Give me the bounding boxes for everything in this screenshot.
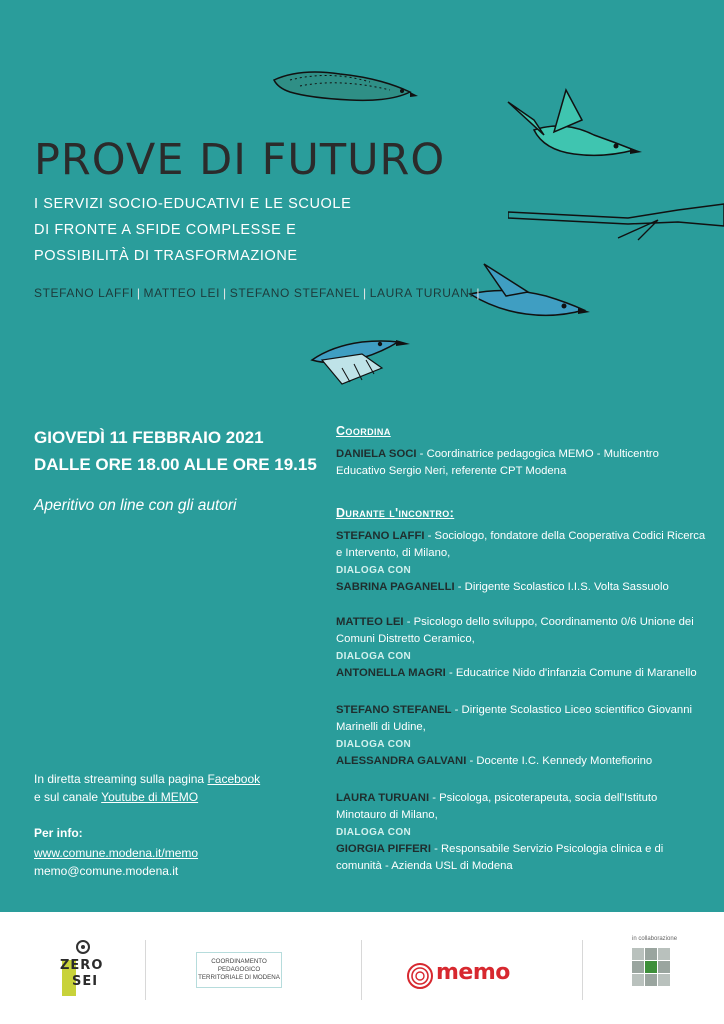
guest-name: GIORGIA PIFFERI [336,843,431,855]
event-time: DALLE ORE 18.00 ALLE ORE 19.15 [34,455,317,474]
guest-desc: - Dirigente Scolastico I.I.S. Volta Sassuolo [454,581,669,593]
author-separator: | [476,286,481,300]
streaming-line-2 [34,790,198,804]
aperitivo-text: Aperitivo on line con gli autori [34,497,237,514]
collab-label: in collaborazione [632,936,678,942]
speaker-name: MATTEO LEI [336,616,404,628]
event-date: GIOVEDÌ 11 FEBBRAIO 2021 [34,428,264,447]
cpt-line: COORDINAMENTO [211,958,267,965]
incontro-heading: Durante l'incontro: [336,506,455,520]
subtitle-line-3: POSSIBILITÀ DI TRASFORMAZIONE [34,248,298,264]
speaker-desc: - Psicologo dello sviluppo, Coordinamento 0/6 Unione dei Comuni Distretto Ceramico, [336,616,694,645]
footer-divider [361,940,362,1000]
bird-top-icon [270,62,420,108]
coordinator-name: DANIELA SOCI [336,448,417,460]
speaker-desc: - Psicologa, psicoterapeuta, socia dell'Istituto Minotauro di Milano, [336,792,658,821]
cpt-logo [196,952,282,988]
footer-logos [0,912,724,1024]
dialoga-label: DIALOGA CON [336,739,412,750]
author-name: STEFANO STEFANEL [229,286,361,300]
speaker-block [336,614,706,682]
page-title: PROVE DI FUTURO [34,135,446,185]
zerosei-logo [58,938,108,1000]
cpt-line: PEDAGOGICO [217,966,261,973]
speaker-block [336,790,706,875]
speaker-name: LAURA TURUANI [336,792,430,804]
speaker-block [336,702,706,770]
dialoga-label: DIALOGA CON [336,827,412,838]
footer-divider [145,940,146,1000]
coordina-heading: Coordina [336,424,391,438]
speaker-desc: - Sociologo, fondatore della Cooperativa Codici Ricerca e Intervento, di Milano, [336,530,706,559]
speaker-block [336,528,706,596]
info-label: Per info: [34,826,83,840]
guest-desc: - Responsabile Servizio Psicologia clinica e di comunità - Azienda USL di Modena [336,843,664,872]
bird-blue-right-icon [466,260,592,326]
zerosei-text-sei: SEI [72,974,99,989]
bird-long-neck-icon [508,190,724,242]
coordina-text [336,446,706,480]
streaming-text: e sul canale [34,790,102,804]
dialoga-label: DIALOGA CON [336,651,412,662]
bird-flying-right-icon [504,80,644,172]
memo-text: memo [436,960,510,985]
author-name: LAURA TURUANI [369,286,474,300]
author-separator: | [363,286,367,300]
youtube-link[interactable]: Youtube di MEMO [101,790,199,804]
info-email[interactable]: memo@comune.modena.it [34,864,179,878]
author-name: STEFANO LAFFI [34,286,134,300]
memo-spiral-icon [406,962,434,990]
guest-name: ALESSANDRA GALVANI [336,755,467,767]
collab-logo [632,948,670,986]
author-separator: | [223,286,227,300]
guest-name: ANTONELLA MAGRI [336,667,446,679]
memo-logo [406,960,516,992]
zerosei-emblem-icon [74,938,92,956]
coordinator-desc: - Coordinatrice pedagogica MEMO - Multicentro Educativo Sergio Neri, referente CPT Modena [336,448,659,477]
streaming-line-1 [34,772,260,786]
guest-desc: - Docente I.C. Kennedy Montefiorino [466,755,653,767]
subtitle-line-2: DI FRONTE A SFIDE COMPLESSE E [34,222,297,238]
streaming-text: In diretta streaming sulla pagina [34,772,208,786]
cpt-line: TERRITORIALE DI MODENA [198,974,280,981]
bird-small-left-icon [302,320,412,386]
speaker-name: STEFANO STEFANEL [336,704,452,716]
authors-line [34,286,483,300]
info-url-link[interactable]: www.comune.modena.it/memo [34,846,199,860]
zerosei-text-zero: ZERO [60,958,104,973]
speaker-desc: - Dirigente Scolastico Liceo scientifico Giovanni Marinelli di Udine, [336,704,692,733]
guest-name: SABRINA PAGANELLI [336,581,455,593]
author-name: MATTEO LEI [143,286,220,300]
facebook-link[interactable]: Facebook [207,772,261,786]
footer-divider [582,940,583,1000]
speaker-name: STEFANO LAFFI [336,530,425,542]
author-separator: | [136,286,141,300]
dialoga-label: DIALOGA CON [336,565,412,576]
subtitle-line-1: I SERVIZI SOCIO-EDUCATIVI E LE SCUOLE [34,196,352,212]
guest-desc: - Educatrice Nido d'infanzia Comune di Maranello [445,667,697,679]
